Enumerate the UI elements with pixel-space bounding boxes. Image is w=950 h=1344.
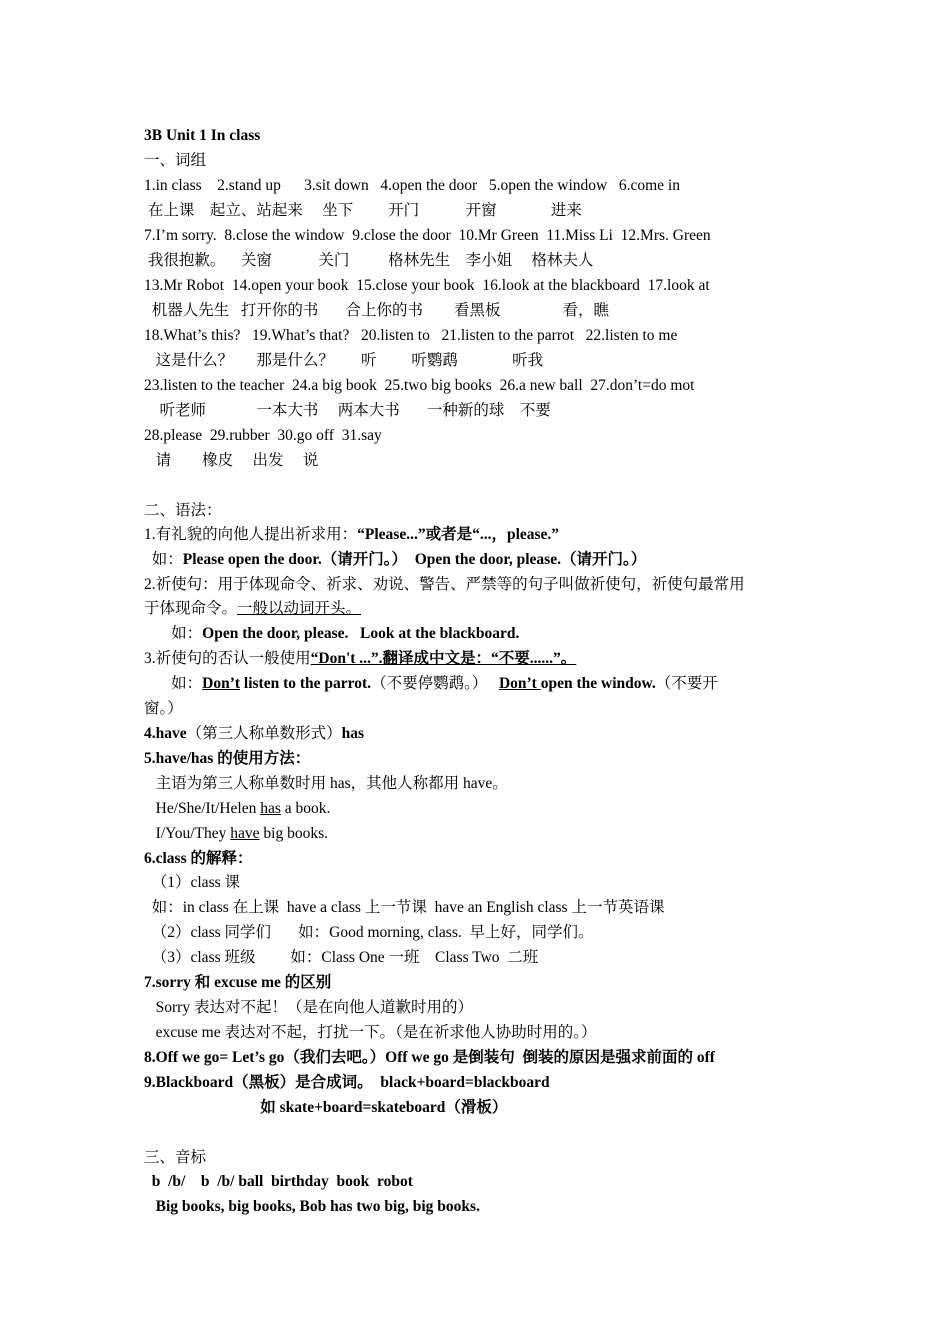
vocab-en-line: 1.in class 2.stand up 3.sit down 4.open the door 5.open the window 6.come in (144, 177, 680, 194)
grammar-heading: 二、语法： (144, 502, 222, 519)
grammar-text: 如： (144, 675, 203, 692)
vocab-en-line: 23.listen to the teacher 24.a big book 25.two big books 26.a new ball 27.don’t=do mot (144, 377, 695, 394)
grammar-text: 如： (144, 625, 203, 642)
grammar-text: a book. (280, 800, 331, 817)
grammar-text: 1.有礼貌的向他人提出祈求用： (144, 526, 358, 543)
phonics-line: b /b/ b /b/ ball birthday book robot (144, 1173, 413, 1190)
grammar-text-bold: has (341, 725, 365, 742)
grammar-point-6-line: 如：in class 在上课 have a class 上一节课 have an English class 上一节英语课 (144, 899, 665, 916)
grammar-text: 3.祈使句的否认一般使用 (144, 650, 311, 667)
grammar-point-7-line: excuse me 表达对不起，打扰一下。（是在祈求他人协助时用的。） (144, 1024, 597, 1041)
grammar-point-6-title: 6.class 的解释： (144, 850, 253, 867)
vocab-zh-line: 在上课 起立、站起来 坐下 开门 开窗 进来 (144, 202, 582, 219)
grammar-text-bold: “Please...”或者是“...，please.” (357, 526, 560, 543)
grammar-text-bold: Open the door, please. Look at the blackboard. (202, 625, 520, 642)
grammar-point-9-example: 如 skate+board=skateboard（滑板） (144, 1099, 508, 1116)
grammar-example-1 (144, 549, 814, 571)
grammar-point-3 (144, 648, 814, 670)
grammar-point-8: 8.Off we go= Let’s go（我们去吧。）Off we go 是倒装句 倒装的原因是强求前面的 off (144, 1049, 715, 1066)
grammar-point-1 (144, 524, 814, 546)
vocab-zh-line: 这是什么？ 那是什么？ 听 听鹦鹉 听我 (144, 352, 544, 369)
grammar-text: 如： (144, 551, 183, 568)
grammar-point-4 (144, 723, 814, 745)
grammar-text: （第三人称单数形式） (186, 725, 342, 742)
grammar-text-bold: 4.have (144, 725, 187, 742)
grammar-point-5-title: 5.have/has 的使用方法： (144, 750, 311, 767)
grammar-text: I/You/They (144, 825, 231, 842)
grammar-point-2: 2.祈使句：用于体现命令、祈求、劝说、警告、严禁等的句子叫做祈使句，祈使句最常用 (144, 576, 745, 593)
vocab-en-line: 18.What’s this? 19.What’s that? 20.listen to 21.listen to the parrot 22.listen to me (144, 327, 678, 344)
grammar-point-6-line: （2）class 同学们 如：Good morning, class. 早上好，同学们。 (144, 924, 594, 941)
grammar-text-bold: Please open the door.（请开门。） Open the door, please.（请开门。） (182, 551, 647, 568)
grammar-point-5-line (144, 798, 814, 820)
phonics-chant: Big books, big books, Bob has two big, big books. (144, 1198, 480, 1215)
grammar-dont-2: Don’t (498, 675, 541, 692)
grammar-point-7-title: 7.sorry 和 excuse me 的区别 (144, 974, 332, 991)
document-title: 3B Unit 1 In class (144, 127, 261, 144)
vocab-zh-line: 听老师 一本大书 两本大书 一种新的球 不要 (144, 402, 551, 419)
grammar-text-underlined: have (230, 825, 260, 842)
grammar-text: 于体现命令。 (144, 600, 238, 617)
grammar-point-5-line (144, 823, 814, 845)
vocab-zh-line: 我很抱歉。 关窗 关门 格林先生 李小姐 格林夫人 (144, 252, 594, 269)
vocab-zh-line: 请 橡皮 出发 说 (144, 452, 319, 469)
grammar-example-3-cont: 窗。） (144, 700, 183, 717)
grammar-text: （不要开 (655, 675, 718, 692)
grammar-text-bold: open the window. (540, 675, 656, 692)
vocab-en-line: 13.Mr Robot 14.open your book 15.close your book 16.look at the blackboard 17.look at (144, 277, 710, 294)
grammar-point-7-line: Sorry 表达对不起！（是在向他人道歉时用的） (144, 999, 473, 1016)
vocab-zh-line: 机器人先生 打开你的书 合上你的书 看黑板 看，瞧 (144, 302, 610, 319)
grammar-text-bold: listen to the parrot. (240, 675, 372, 692)
vocab-en-line: 7.I’m sorry. 8.close the window 9.close the door 10.Mr Green 11.Miss Li 12.Mrs. Green (144, 227, 711, 244)
grammar-point-2-cont (144, 598, 814, 620)
grammar-text: He/She/It/Helen (144, 800, 261, 817)
grammar-point-6-line: （1）class 课 (144, 874, 241, 891)
grammar-text: （不要停鹦鹉。） (371, 675, 499, 692)
grammar-text-underlined: has (260, 800, 281, 817)
grammar-example-2 (144, 623, 814, 645)
phonics-heading: 三、音标 (144, 1149, 207, 1166)
grammar-point-5-line: 主语为第三人称单数时用 has，其他人称都用 have。 (144, 775, 508, 792)
grammar-example-3 (144, 673, 814, 695)
grammar-point-6-line: （3）class 班级 如：Class One 一班 Class Two 二班 (144, 949, 539, 966)
grammar-dont-1: Don’t (202, 675, 241, 692)
grammar-text: big books. (259, 825, 328, 842)
grammar-text-underlined: 一般以动词开头。 (237, 600, 362, 617)
vocab-en-line: 28.please 29.rubber 30.go off 31.say (144, 427, 382, 444)
grammar-point-9: 9.Blackboard（黑板）是合成词。 black+board=blackboard (144, 1074, 550, 1091)
grammar-text-bold-underlined: “Don't ...”.翻译成中文是：“不要......”。 (310, 650, 577, 667)
vocab-heading: 一、词组 (144, 152, 207, 169)
